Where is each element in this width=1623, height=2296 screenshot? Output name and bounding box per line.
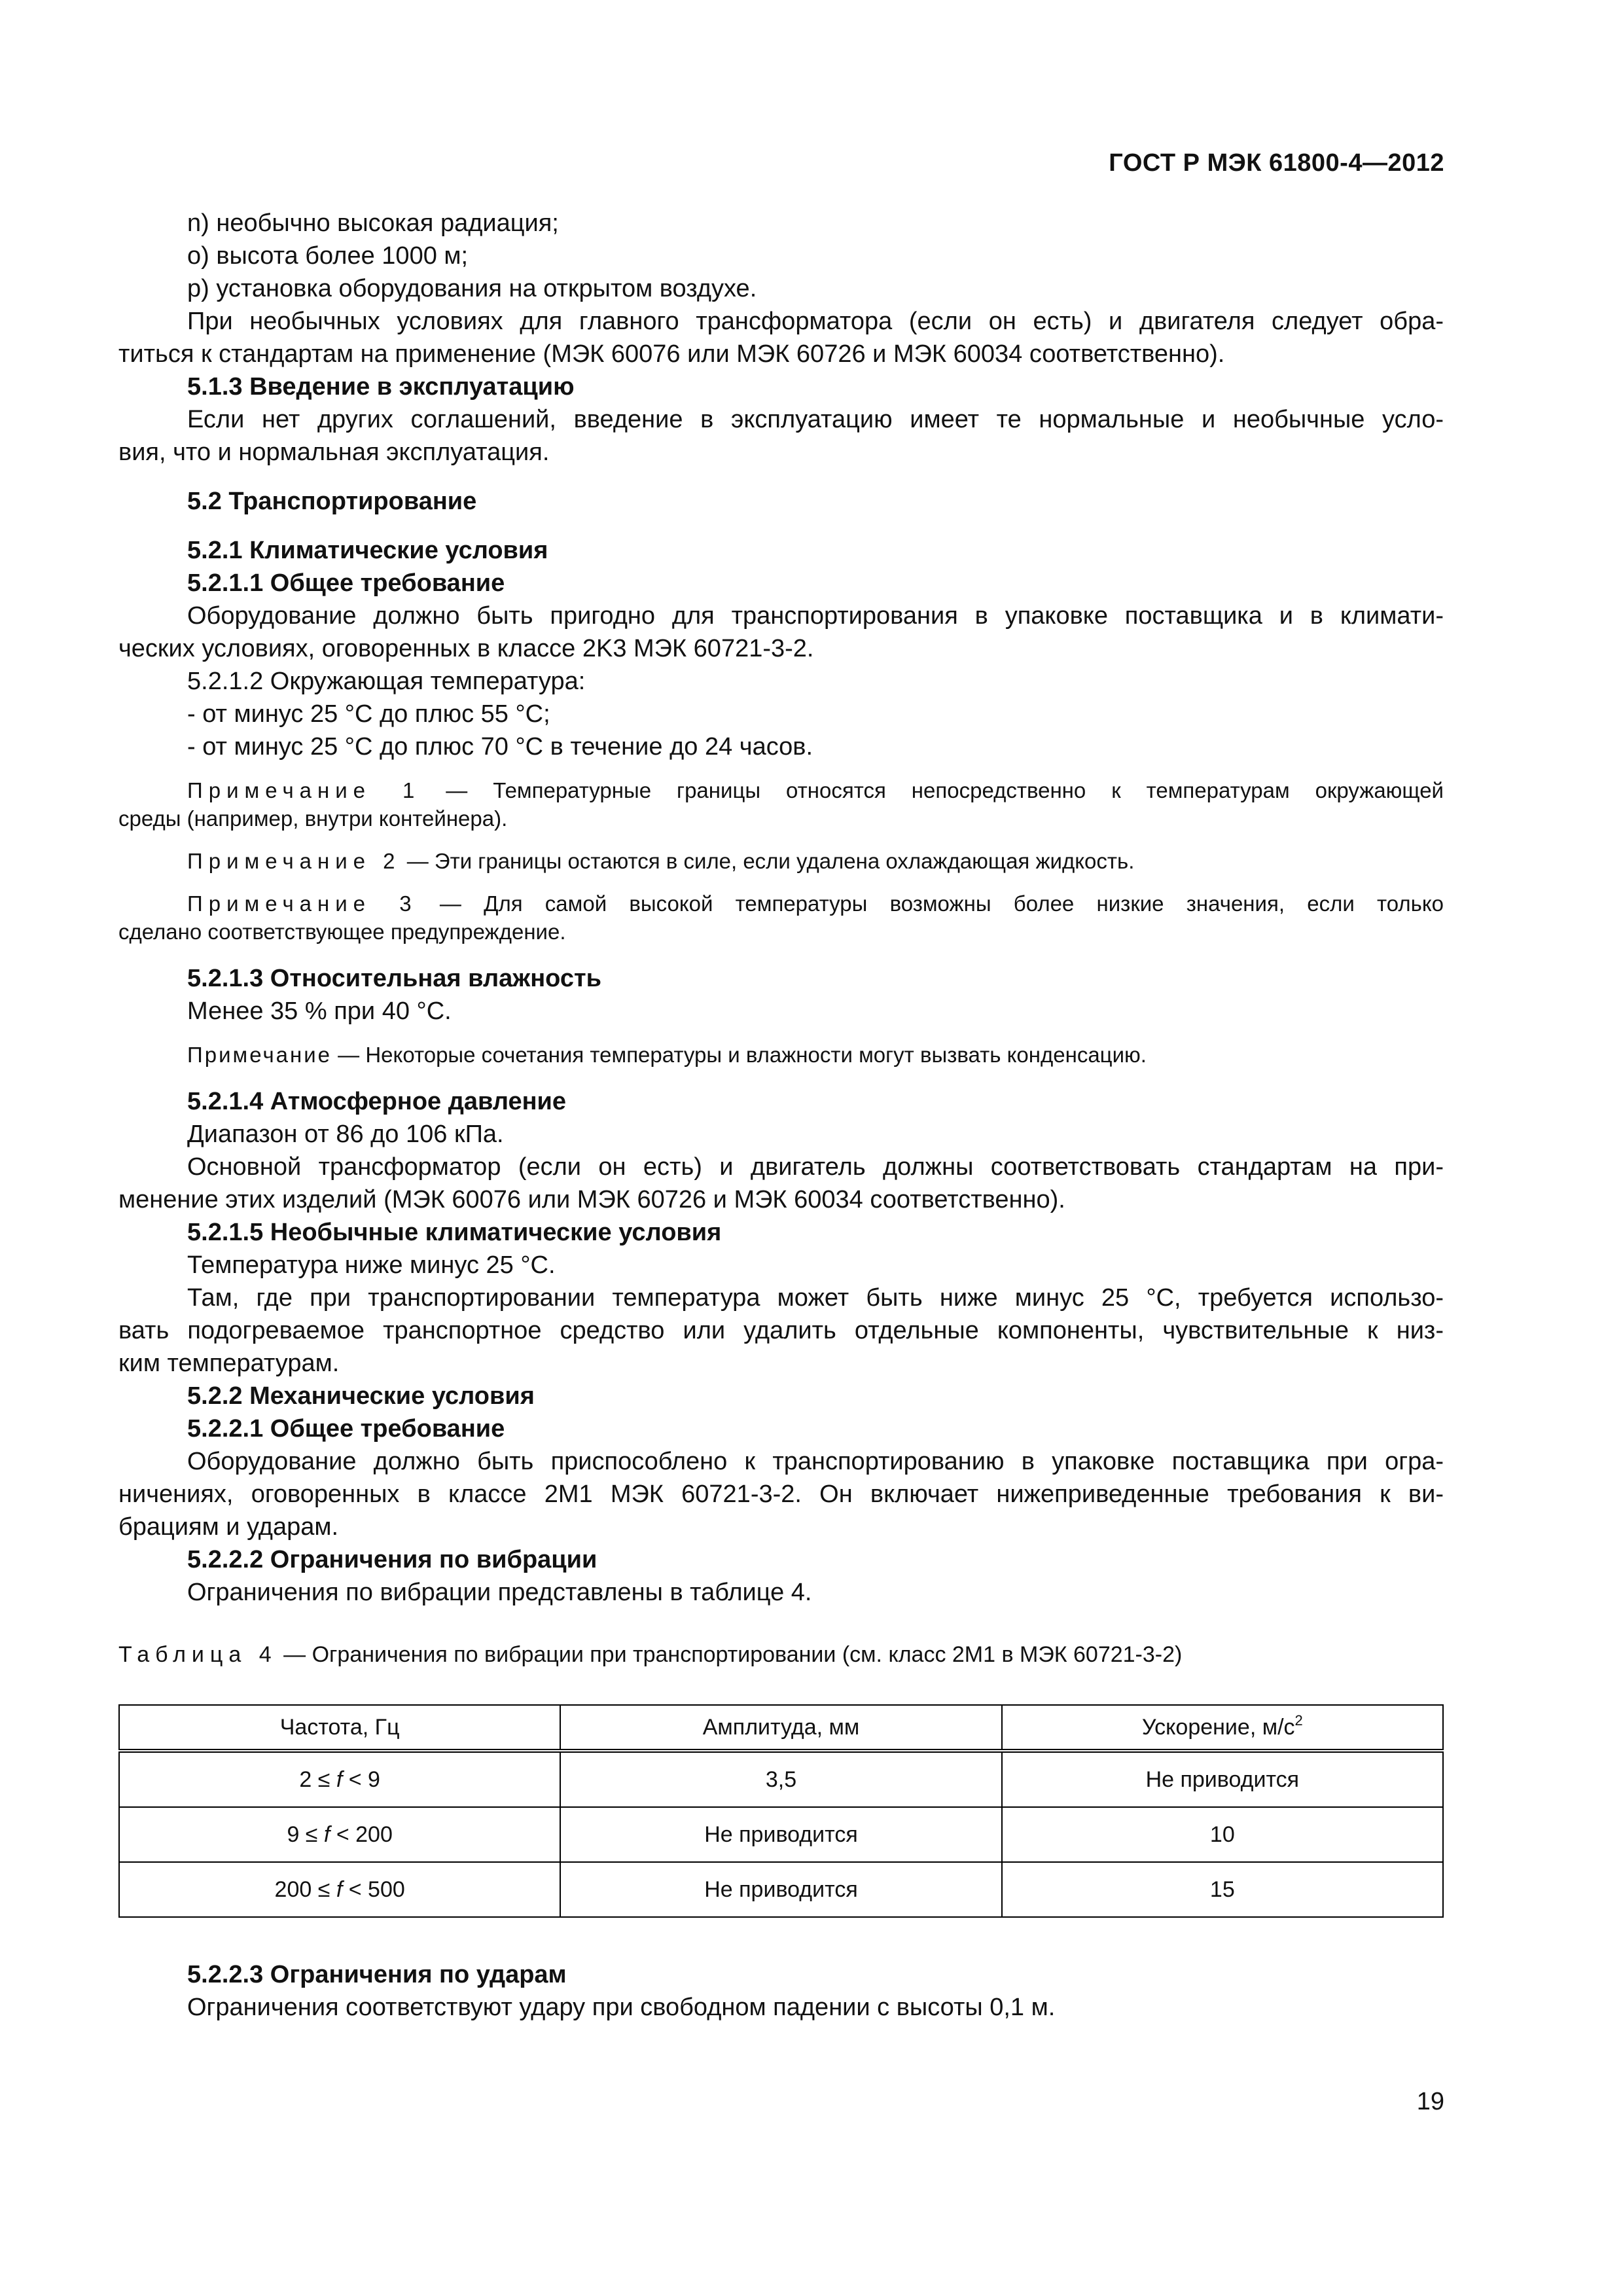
frequency-cell (119, 1862, 560, 1917)
section-heading: 5.2.1.4 Атмосферное давление (187, 1088, 567, 1115)
note-1 (118, 776, 1444, 804)
acceleration-cell: 15 (1002, 1862, 1443, 1917)
acceleration-cell: 10 (1002, 1807, 1443, 1862)
frequency-symbol: f (336, 1876, 343, 1902)
table-caption-text: — Ограничения по вибрации при транспортировании (см. класс 2M1 в МЭК 60721-3-2) (277, 1642, 1183, 1667)
range-low: 9 ≤ (287, 1821, 324, 1847)
paragraph-line: Температура ниже минус 25 °C. (187, 1251, 556, 1279)
page-content (118, 207, 1444, 2024)
section-heading: 5.2.1.3 Относительная влажность (187, 965, 601, 992)
frequency-cell (119, 1807, 560, 1862)
amplitude-cell: 3,5 (560, 1751, 1001, 1807)
frequency-symbol: f (323, 1821, 330, 1847)
paragraph-line: ким температурам. (118, 1350, 340, 1377)
frequency-symbol: f (336, 1767, 343, 1792)
paragraph-line: менение этих изделий (МЭК 60076 или МЭК 60726 и МЭК 60034 соответственно). (118, 1186, 1065, 1213)
note-label: Примечание 2 (187, 849, 401, 873)
section-heading: 5.2.1.1 Общее требование (187, 569, 505, 597)
note-4 (118, 1041, 1444, 1069)
range-low: 200 ≤ (274, 1876, 336, 1902)
table-caption (118, 1640, 1444, 1669)
paragraph-line: Оборудование должно быть пригодно для транспортирования в упаковке поставщика и в климати- (187, 602, 1444, 630)
page-number: 19 (1416, 2088, 1444, 2115)
paragraph-line: вать подогреваемое транспортное средство или удалить отдельные компоненты, чувствительные к низ- (118, 1317, 1444, 1344)
vibration-table (118, 1704, 1444, 1918)
paragraph-line: Диапазон от 86 до 106 кПа. (187, 1121, 504, 1148)
note-label: Примечание (187, 1043, 332, 1067)
section-heading: 5.2.1.5 Необычные климатические условия (187, 1219, 722, 1246)
paragraph-line: Ограничения по вибрации представлены в таблице 4. (187, 1579, 812, 1606)
list-item: o) высота более 1000 м; (187, 242, 469, 270)
range-high: < 9 (342, 1767, 380, 1792)
note-label: Примечание 1 (187, 778, 421, 802)
note-2 (118, 847, 1444, 875)
paragraph-line: ческих условиях, оговоренных в классе 2K3 МЭК 60721-3-2. (118, 635, 814, 662)
table-row (119, 1751, 1443, 1807)
section-heading: 5.1.3 Введение в эксплуатацию (187, 373, 575, 401)
note-text: — Температурные границы относятся непосредственно к температурам окружающей (420, 778, 1444, 802)
paragraph-line: Оборудование должно быть приспособлено к транспортированию в упаковке поставщика при огра- (187, 1448, 1444, 1475)
paragraph-line: ничениях, оговоренных в классе 2M1 МЭК 60721-3-2. Он включает нижеприведенные требования к ви- (118, 1480, 1444, 1508)
column-header-frequency: Частота, Гц (119, 1705, 560, 1751)
list-item: p) установка оборудования на открытом воздухе. (187, 275, 757, 302)
table-row (119, 1862, 1443, 1917)
section-heading: 5.2.2 Механические условия (187, 1382, 535, 1410)
frequency-cell (119, 1751, 560, 1807)
note-3-continuation: сделано соответствующее предупреждение. (118, 920, 566, 944)
section-heading: 5.2 Транспортирование (187, 488, 477, 515)
amplitude-cell: Не приводится (560, 1807, 1001, 1862)
standard-designation: ГОСТ Р МЭК 61800-4—2012 (1109, 149, 1444, 177)
list-item: n) необычно высокая радиация; (187, 209, 559, 237)
paragraph-line: При необычных условиях для главного трансформатора (если он есть) и двигателя следует обра- (187, 308, 1444, 335)
section-heading: 5.2.2.1 Общее требование (187, 1415, 505, 1443)
section-heading: 5.2.2.2 Ограничения по вибрации (187, 1546, 597, 1573)
table-row (119, 1807, 1443, 1862)
list-item: - от минус 25 °C до плюс 55 °C; (187, 700, 550, 728)
paragraph-line: Там, где при транспортировании температура может быть ниже минус 25 °C, требуется использо- (187, 1284, 1444, 1312)
range-low: 2 ≤ (299, 1767, 336, 1792)
acceleration-unit: Ускорение, м/с (1141, 1714, 1295, 1740)
section-heading: 5.2.1 Климатические условия (187, 537, 548, 564)
table-label: Таблица 4 (118, 1642, 277, 1667)
note-text: — Эти границы остаются в силе, если удалена охлаждающая жидкость. (401, 849, 1135, 873)
paragraph-line: 5.2.1.2 Окружающая температура: (187, 668, 586, 695)
acceleration-cell: Не приводится (1002, 1751, 1443, 1807)
paragraph-line: Основной трансформатор (если он есть) и двигатель должны соответствовать стандартам на при- (187, 1153, 1444, 1181)
unit-exponent: 2 (1294, 1712, 1303, 1729)
paragraph-line: брациям и ударам. (118, 1513, 339, 1541)
note-text: — Для самой высокой температуры возможны более низкие значения, если только (417, 891, 1444, 916)
note-3 (118, 889, 1444, 918)
paragraph-line: вия, что и нормальная эксплуатация. (118, 439, 550, 466)
paragraph-line: Менее 35 % при 40 °C. (187, 997, 452, 1025)
paragraph-line: Ограничения соответствуют удару при свободном падении с высоты 0,1 м. (187, 1994, 1056, 2021)
note-1-continuation: среды (например, внутри контейнера). (118, 806, 508, 831)
note-text: — Некоторые сочетания температуры и влажности могут вызвать конденсацию. (332, 1043, 1147, 1067)
table-header-row (119, 1705, 1443, 1751)
note-label: Примечание 3 (187, 891, 418, 916)
column-header-amplitude: Амплитуда, мм (560, 1705, 1001, 1751)
list-item: - от минус 25 °C до плюс 70 °C в течение до 24 часов. (187, 733, 813, 761)
paragraph-line: титься к стандартам на применение (МЭК 60076 или МЭК 60726 и МЭК 60034 соответственно). (118, 340, 1225, 368)
column-header-acceleration (1002, 1705, 1443, 1751)
paragraph-line: Если нет других соглашений, введение в эксплуатацию имеет те нормальные и необычные усло- (187, 406, 1444, 433)
section-heading: 5.2.2.3 Ограничения по ударам (187, 1961, 567, 1988)
range-high: < 200 (330, 1821, 393, 1847)
amplitude-cell: Не приводится (560, 1862, 1001, 1917)
range-high: < 500 (342, 1876, 405, 1902)
